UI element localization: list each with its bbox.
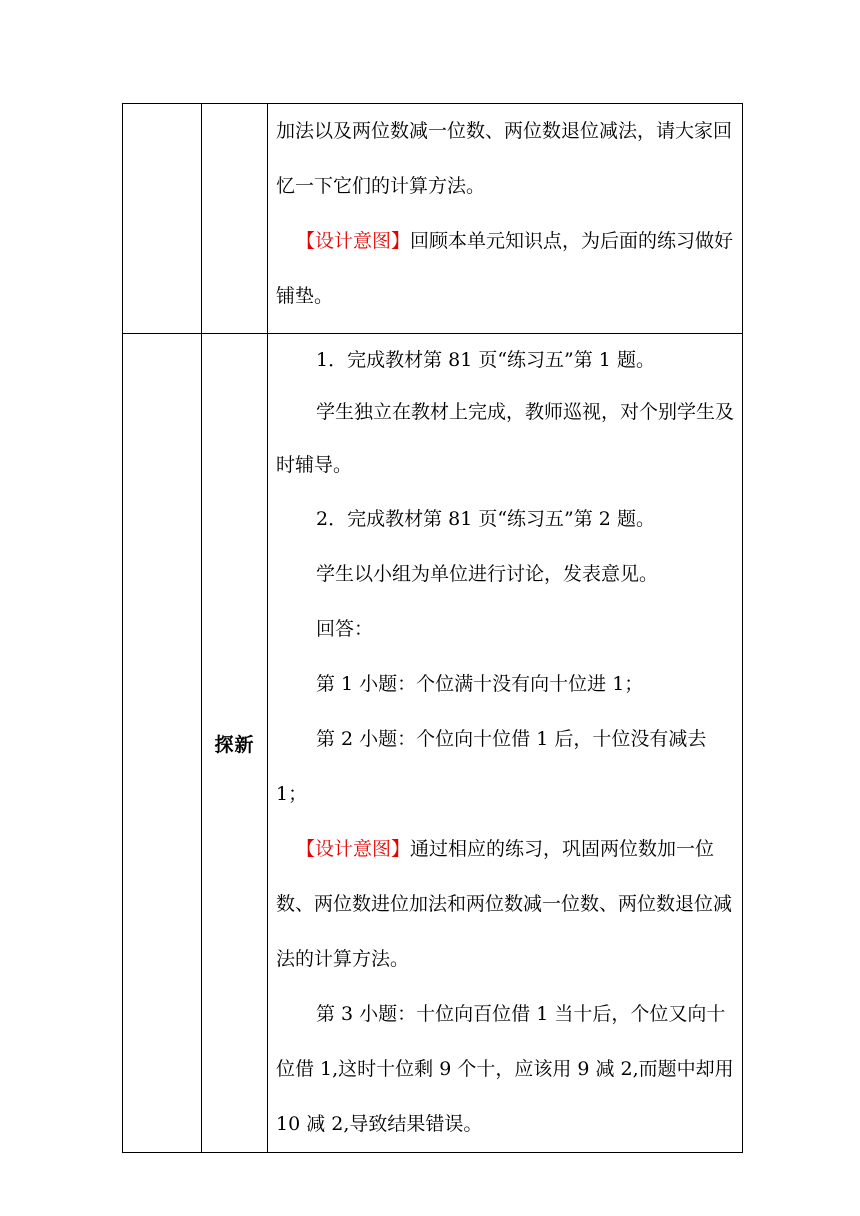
design-intent-tag: 【设计意图】 [296, 838, 411, 860]
design-intent-text: 回顾本单元知识点，为后面的练习做好铺垫。 [276, 230, 734, 307]
content-cell [268, 104, 743, 334]
task-2-paragraph: 2．完成教材第 81 页“练习五”第 2 题。 [316, 508, 655, 530]
task-2-process-paragraph: 学生以小组为单位进行讨论，发表意见。 [316, 563, 659, 585]
lesson-plan-table [122, 103, 743, 1153]
task-1-process-paragraph: 学生独立在教材上完成，教师巡视，对个别学生及时辅导。 [276, 401, 735, 476]
stage-cell [202, 104, 268, 334]
design-intent-tag: 【设计意图】 [296, 230, 411, 252]
answer-item-1: 第 1 小题：个位满十没有向十位进 1； [316, 673, 644, 695]
phase-cell [123, 104, 202, 334]
answer-heading: 回答： [316, 618, 374, 640]
answer-item-3: 第 3 小题：十位向百位借 1 当十后，个位又向十位借 1,这时十位剩 9 个十，应该用 9 减 2,而题中却用 10 减 2,导致结果错误。 [276, 1003, 734, 1135]
design-intent-text: 通过相应的练习，巩固两位数加一位数、两位数进位加法和两位数减一位数、两位数退位减法的计算方法。 [276, 838, 733, 970]
phase-cell [123, 334, 202, 1153]
table-row [123, 104, 743, 334]
table-row [123, 334, 743, 1153]
task-1-paragraph: 1．完成教材第 81 页“练习五”第 1 题。 [316, 349, 655, 371]
review-paragraph: 加法以及两位数减一位数、两位数退位减法，请大家回忆一下它们的计算方法。 [276, 120, 733, 197]
content-cell [268, 334, 743, 1153]
answer-item-2: 第 2 小题：个位向十位借 1 后，十位没有减去 1； [276, 728, 707, 805]
design-intent-paragraph [276, 214, 736, 324]
stage-label: 探新 [202, 334, 268, 1153]
design-intent-paragraph [276, 822, 736, 987]
